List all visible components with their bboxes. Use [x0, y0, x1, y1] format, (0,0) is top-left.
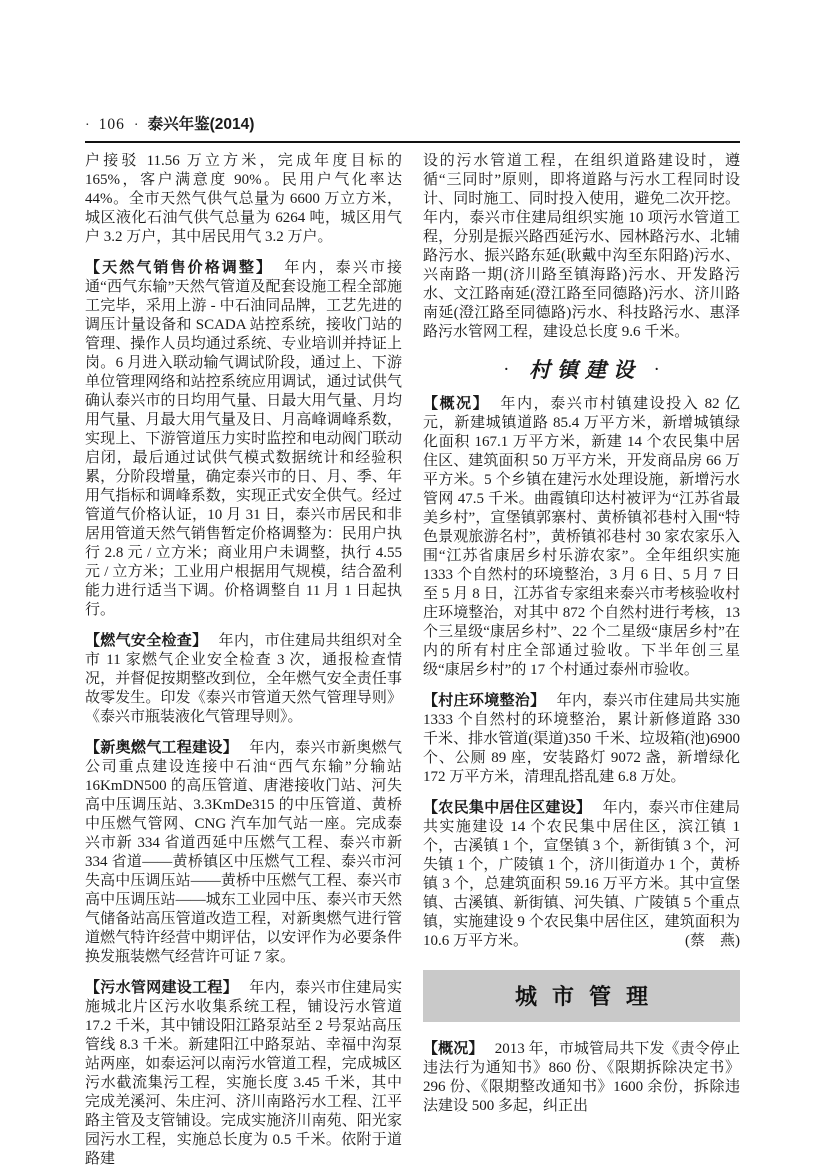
entry-text: 2013 年，市城管局共下发《责令停止违法行为通知书》860 份、《限期拆除决定书》296 份、《限期整改通知书》1600 余份，拆除违法建设 500 多起，纠正出 — [423, 1041, 740, 1114]
entry-label: 【概况】 — [423, 1040, 484, 1057]
entry-city-management-overview — [423, 1039, 740, 1116]
heading-title: 村镇建设 — [529, 357, 641, 382]
section-banner-city-management — [423, 970, 740, 1022]
entry-label: 【燃气安全检查】 — [85, 632, 208, 649]
author-attribution: (蔡 燕) — [685, 933, 740, 949]
entry-label: 【农民集中居住区建设】 — [423, 799, 592, 816]
left-column — [85, 152, 402, 1169]
entry-text: 年内，泰兴市村镇建设投入 82 亿元，新建城镇道路 85.4 万平方米，新增城镇绿化面积 167.1 万平方米，新建 14 个农民集中居住区、建筑面积 50 万平方米，开发商品房 66 万平方米。5 个乡镇在建污水处理设施，新增污水管网 47.5 千米。曲霞镇印达村被评为“江苏省最美乡村”，宣堡镇郭寨村、黄桥镇祁巷村入围“特色景观旅游名村”，黄桥镇祁巷村 30 家农家乐入围“江苏省康居乡村乐游农家”。全年组织实施 1333 个自然村的环境整治，3 月 6 日、5 月 7 日至 5 月 8 日，江苏省专家组来泰兴市考核验收村庄环境整治，对其中 872 个自然村进行考核，13 个三星级“康居乡村”、22 个二星级“康居乡村”在内的所有村庄全部通过验收。下半年创三星级“康居乡村”的 17 个村通过泰州市验收。 — [423, 396, 740, 678]
banner-title: 城市管理 — [514, 983, 663, 1009]
entry-xinao-gas-project — [85, 738, 402, 967]
entry-text: 年内，市住建局共组织对全市 11 家燃气企业安全检查 3 次，通报检查情况，并督促按期整改到位，全年燃气安全责任事故零发生。印发《泰兴市管道天然气管理导则》《泰兴市瓶装液化气管理导则》。 — [85, 633, 402, 725]
book-title: 泰兴年鉴(2014) — [147, 116, 255, 133]
entry-sewage-pipeline-project — [85, 978, 402, 1169]
section-heading-village-construction — [423, 357, 740, 383]
heading-dot-right: · — [654, 360, 660, 380]
entry-label: 【天然气销售价格调整】 — [85, 259, 274, 276]
entry-village-overview — [423, 394, 740, 680]
entry-farmer-residential-area — [423, 798, 740, 951]
entry-gas-safety-inspection — [85, 631, 402, 727]
page-body — [85, 152, 740, 1169]
entry-text: 年内，泰兴市住建局共实施 1333 个自然村的环境整治，累计新修道路 330 千米、排水管道(渠道)350 千米、垃圾箱(池)6900 个、公厕 89 座，安装路灯 9072 盏，新增绿化 172 万平方米，清理乱搭乱建 6.8 万处。 — [423, 693, 740, 785]
heading-dot-left: · — [503, 360, 509, 380]
entry-label: 【新奥燃气工程建设】 — [85, 739, 239, 756]
continuation-paragraph: 设的污水管道工程，在组织道路建设时，遵循“三同时”原则，即将道路与污水工程同时设计、同时施工、同时投入使用，避免二次开挖。年内，泰兴市住建局组织实施 10 项污水管道工程，分别是振兴路西延污水、园林路污水、北辅路污水、振兴路东延(耿戴中沟至东阳路)污水、兴南路一期(济川路至镇海路)污水、开发路污水、文江路南延(澄江路至同德路)污水、济川路南延(澄江路至同德路)污水、科技路污水、惠泽路污水管网工程，建设总长度 9.6 千米。 — [423, 153, 740, 340]
entry-village-environment-renovation — [423, 691, 740, 787]
entry-text: 年内，泰兴市新奥燃气公司重点建设连接中石油“西气东输”分输站 16KmDN500 的高压管道、唐港接收门站、河失高中压调压站、3.3KmDe315 的中压管道、黄桥中压燃气管网、CNG 汽车加气站一座。完成泰兴市新 334 省道西延中压燃气工程、泰兴市新 334 省道——黄桥镇区中压燃气工程、泰兴市河失高中压调压站——黄桥中压燃气工程、泰兴市高中压调压站——城东工业园中压、泰兴市天然气储备站高压管道改造工程，对新奥燃气进行管道燃气特许经营中期评估，以安评作为必要条件换发瓶装燃气经营许可证 7 家。 — [85, 740, 402, 965]
entry-text: 年内，泰兴市接通“西气东输”天然气管道及配套设施工程全部施工完毕，采用上游 - 中石油同品牌，工艺先进的调压计量设备和 SCADA 站控系统，接收门站的管理、操作人员均通过系统、专业培训并持证上岗。6 月进入联动输气调试阶段，通过上、下游单位管理网络和站控系统应用调试，通过试供气确认泰兴市的日均用气量、日最大用气量、月均用气量、月最大用气量及日、月高峰调峰系数，实现上、下游管道压力实时监控和电动阀门联动启闭，最后通过试供气模式数据统计和经验积累，分阶段增量，确定泰兴市的日、月、季、年用气指标和调峰系数，实现正式安全供气。经过管道气价格认证，10 月 31 日，泰兴市居民和非居用管道天然气销售暂定价格调整为：民用户执行 2.8 元 / 立方米；商业用户未调整，执行 4.55 元 / 立方米；工业用户根据用气规模，结合盈利能力进行适当下调。价格调整自 11 月 1 日起执行。 — [85, 260, 402, 618]
right-column — [423, 152, 740, 1169]
header-dot-left: · — [85, 118, 90, 133]
entry-label: 【概况】 — [423, 395, 490, 412]
entry-label: 【污水管网建设工程】 — [85, 979, 239, 996]
entry-gas-price-adjustment — [85, 258, 402, 620]
header-dot-right: · — [133, 118, 139, 133]
continuation-paragraph: 户接驳 11.56 万立方米，完成年度目标的 165%，客户满意度 90%。民用户气化率达 44%。全市天然气供气总量为 6600 万立方米，城区液化石油气供气总量为 6264 吨，城区用气户 3.2 万户，其中居民用气 3.2 万户。 — [85, 153, 402, 245]
page-header — [85, 112, 740, 143]
entry-text: 年内，泰兴市住建局共实施建设 14 个农民集中居住区，滨江镇 1 个，古溪镇 1 个，宣堡镇 3 个，新街镇 3 个，河失镇 1 个，广陵镇 1 个，济川街道办 1 个，黄桥镇 3 个，总建筑面积 59.16 万平方米。其中宣堡镇、古溪镇、新街镇、河失镇、广陵镇 5 个重点镇，实施建设 9 个农民集中居住区，建筑面积为 10.6 万平方米。 — [423, 800, 740, 949]
page-number: 106 — [98, 116, 125, 133]
entry-text: 年内，泰兴市住建局实施城北片区污水收集系统工程，铺设污水管道 17.2 千米，其中铺设阳江路泵站至 2 号泵站高压管线 8.3 千米。新建阳江中路泵站、幸福中沟泵站两座，如泰运河以南污水管道工程，完成城区污水截流集污工程，实施长度 3.45 千米，其中完成羌溪河、朱庄河、济川南路污水工程、江平路主管及支管铺设。完成实施济川南苑、阳光家园污水工程，实施总长度为 0.5 千米。依附于道路建 — [85, 980, 402, 1167]
entry-label: 【村庄环境整治】 — [423, 692, 546, 709]
